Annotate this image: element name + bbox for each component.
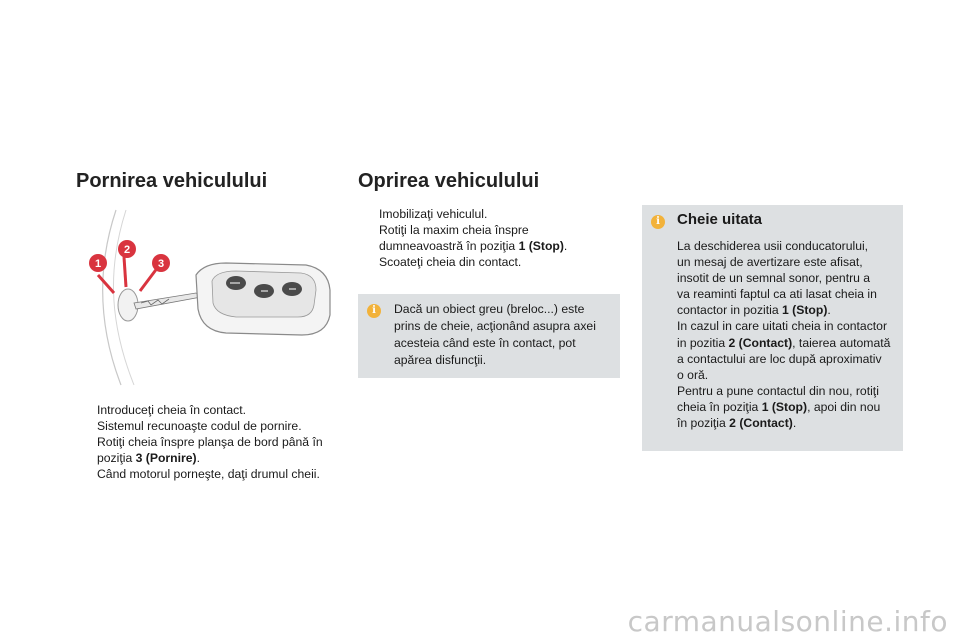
left-section-title: Pornirea vehiculului [76, 170, 268, 192]
stop-steps-list [358, 206, 618, 270]
info-text: Dacă un obiect greu (breloc...) este prins de cheie, acţionând asupra axei acesteia când este în contact, pot apărea disfuncţii. [394, 302, 596, 367]
position-label-2: 2 [123, 244, 131, 256]
watermark: carmanualsonline.info [627, 605, 948, 638]
list-item: Imobilizaţi vehiculul. [379, 207, 488, 221]
list-item: Rotiţi cheia înspre planşa de bord până în poziţia 3 (Pornire). [97, 435, 323, 465]
position-label-3: 3 [157, 258, 165, 270]
info-icon: i [367, 304, 381, 318]
box-title: Cheie uitata [677, 211, 763, 228]
list-item: Rotiţi la maxim cheia înspre dumneavoastră în poziţia 1 (Stop). [379, 223, 568, 253]
info-box-forgotten-key [642, 205, 903, 451]
info-icon: i [651, 215, 665, 229]
position-label-1: 1 [94, 258, 102, 270]
middle-section-title: Oprirea vehiculului [358, 170, 540, 192]
key-ignition-illustration [76, 205, 346, 390]
start-steps-list [76, 402, 346, 482]
list-item: Introduceţi cheia în contact. Sistemul recunoaşte codul de pornire. [97, 403, 302, 433]
list-item: Când motorul porneşte, daţi drumul cheii. [97, 467, 320, 481]
list-item: Scoateţi cheia din contact. [379, 255, 522, 269]
info-box-heavy-keyring [358, 294, 620, 378]
info-text: La deschiderea usii conducatorului, un mesaj de avertizare este afisat, insotit de un semnal sonor, pentru a va reaminti faptul ca ati lasat cheia in contactor in pozitia 1 (Stop). In cazul in care uitati cheia in contactor in pozitia 2 (Contact), taierea automată a contactului are loc după aproximativ o oră. Pentru a pune contactul din nou, rotiţi cheia în poziţia 1 (Stop), apoi din nou în poziţia 2 (Contact). [677, 239, 891, 431]
